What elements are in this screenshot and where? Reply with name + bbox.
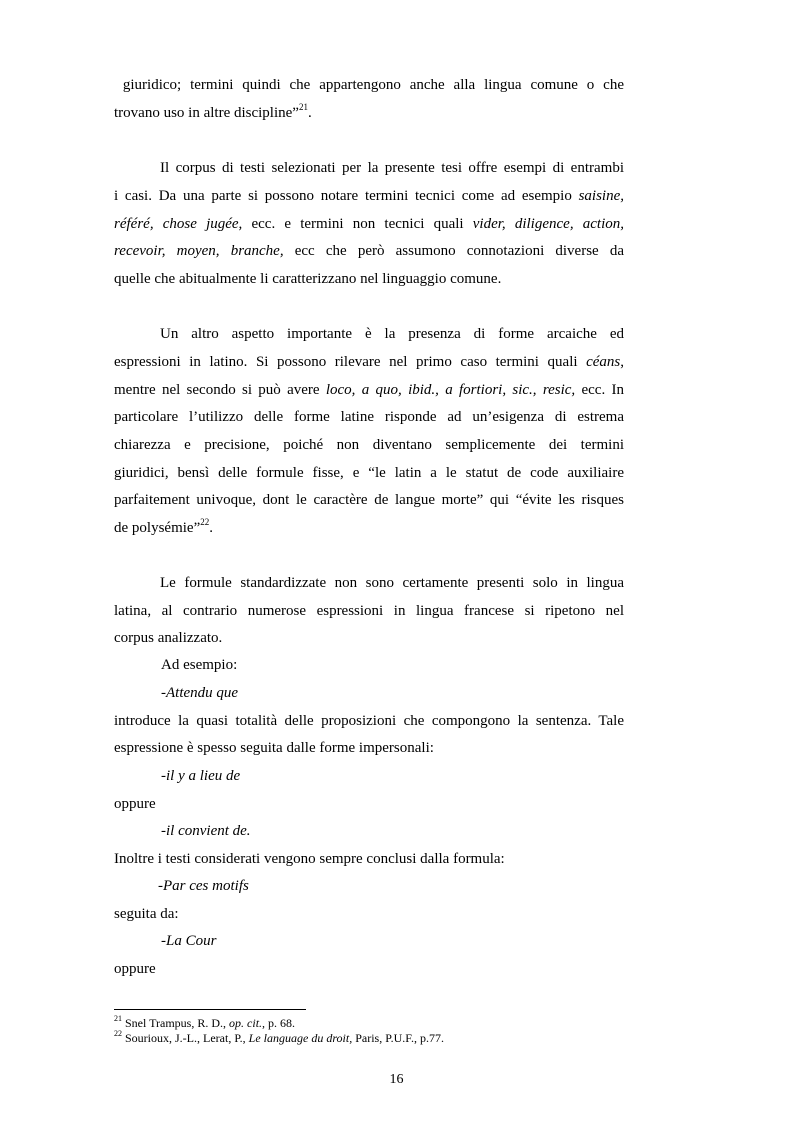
paragraph-3-line-1: Un altro aspetto importante è la presenza di forme arcaiche ed	[160, 326, 624, 342]
example-intro-line-1: introduce la quasi totalità delle proposizioni che compongono la sentenza. Tale	[114, 713, 624, 729]
paragraph-2-line-4: recevoir, moyen, branche, ecc che però assumono connotazioni diverse da	[114, 243, 624, 259]
paragraph-4-line-1: Le formule standardizzate non sono certamente presenti solo in lingua	[160, 575, 624, 591]
footnote-separator	[114, 1009, 306, 1010]
footnote-21: $^{21}$ Snel Trampus, R. D., op. cit., p. 68.	[114, 1014, 296, 1030]
paragraph-3-line-5: chiarezza e precisione, poiché non diventano semplicemente dei termini	[114, 437, 624, 453]
example-il-y-a-lieu-de: -il y a lieu de	[161, 768, 241, 784]
ad-esempio-label: Ad esempio:	[161, 657, 238, 673]
paragraph-1-line-2: trovano uso in altre discipline”$^{21}$.	[114, 102, 312, 121]
oppure-label-1: oppure	[114, 796, 156, 812]
inoltre-sentence: Inoltre i testi considerati vengono sempre conclusi dalla formula:	[114, 851, 505, 867]
paragraph-2-line-5: quelle che abitualmente li caratterizzano nel linguaggio comune.	[114, 271, 502, 287]
example-il-convient-de: -il convient de.	[161, 823, 251, 839]
paragraph-4-line-3: corpus analizzato.	[114, 630, 223, 646]
paragraph-3-line-4: particolare l’utilizzo delle forme latine risponde ad un’esigenza di estrema	[114, 409, 624, 425]
example-intro-line-2: espressione è spesso seguita dalle forme impersonali:	[114, 740, 434, 756]
oppure-label-2: oppure	[114, 961, 156, 977]
paragraph-2-line-1: Il corpus di testi selezionati per la presente tesi offre esempi di entrambi	[160, 160, 624, 176]
paragraph-3-line-3: mentre nel secondo si può avere loco, a quo, ibid., a fortiori, sic., resic, ecc. In	[114, 382, 624, 398]
paragraph-3-line-8: de polysémie”$^{22}$.	[114, 517, 213, 536]
footnote-ref-22: 22	[200, 517, 210, 527]
page-number: 16	[389, 1072, 404, 1087]
paragraph-2-line-2: i casi. Da una parte si possono notare termini tecnici come ad esempio saisine,	[114, 188, 624, 204]
example-attendu-que: -Attendu que	[161, 685, 239, 701]
paragraph-3-line-6: giuridici, bensì delle formule fisse, e “le latin a le statut de code auxiliaire	[114, 465, 624, 481]
example-par-ces-motifs: -Par ces motifs	[158, 878, 249, 894]
paragraph-3-line-2: espressioni in latino. Si possono rilevare nel primo caso termini quali céans,	[114, 354, 624, 370]
footnote-22: $^{22}$ Sourioux, J.-L., Lerat, P., Le language du droit, Paris, P.U.F., p.77.	[114, 1029, 444, 1045]
example-la-cour: -La Cour	[161, 933, 217, 949]
paragraph-1-line-1: giuridico; termini quindi che appartengono anche alla lingua comune o che	[122, 77, 625, 93]
paragraph-4-line-2: latina, al contrario numerose espressioni in lingua francese si ripetono nel	[114, 603, 624, 619]
footnote-ref-21: 21	[298, 102, 308, 112]
paragraph-2-line-3: référé, chose jugée, ecc. e termini non tecnici quali vider, diligence, action,	[114, 216, 624, 232]
paragraph-3-line-7: parfaitement univoque, dont le caractère de langue morte” qui “évite les risques	[114, 492, 624, 508]
seguita-da-label: seguita da:	[114, 906, 179, 922]
